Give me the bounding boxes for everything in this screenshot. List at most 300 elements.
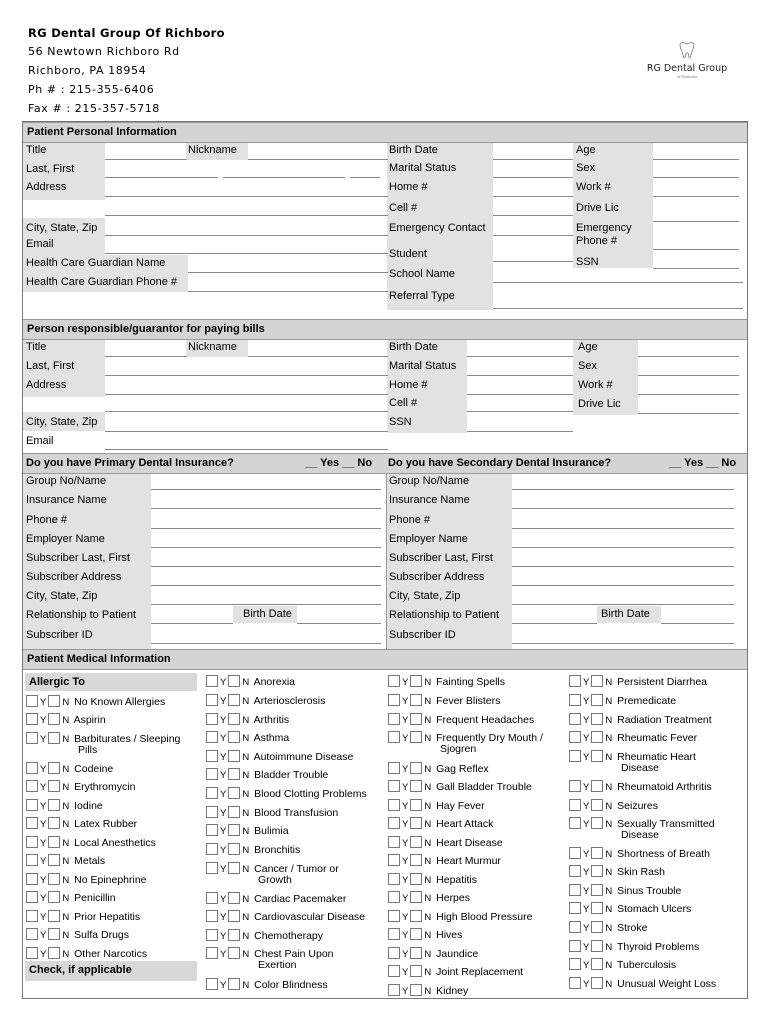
yes-checkbox[interactable]: [206, 713, 218, 725]
no-label: N: [424, 677, 432, 688]
patient-mi-field[interactable]: [350, 177, 380, 178]
yes-checkbox[interactable]: [569, 940, 581, 952]
secondary-insurance-birth-field[interactable]: [661, 623, 734, 624]
condition-b-3: [388, 731, 543, 755]
yes-label: Y: [583, 960, 590, 971]
yes-checkbox[interactable]: [26, 947, 38, 959]
yes-checkbox[interactable]: [388, 928, 400, 940]
no-checkbox[interactable]: [228, 978, 240, 990]
patient-work-field[interactable]: [653, 196, 739, 197]
yes-checkbox[interactable]: [388, 854, 400, 866]
guarantor-birth-field[interactable]: [467, 356, 573, 357]
guarantor-name-field[interactable]: [105, 375, 388, 376]
condition-label: Prior Hepatitis: [74, 911, 141, 923]
guarantor-sex-field[interactable]: [638, 375, 739, 376]
guarantor-age-field[interactable]: [638, 356, 739, 357]
yes-checkbox[interactable]: [206, 947, 218, 959]
primary-insurance-field-2[interactable]: [151, 528, 381, 529]
guarantor-drive-field[interactable]: [638, 413, 739, 414]
condition-b-14: [388, 947, 478, 961]
yes-checkbox[interactable]: [206, 843, 218, 855]
guarantor-ssn-label: SSN: [389, 416, 412, 428]
yes-checkbox[interactable]: [206, 768, 218, 780]
yes-checkbox[interactable]: [206, 862, 218, 874]
allergy-item-0: [26, 695, 165, 709]
yes-checkbox[interactable]: [569, 865, 581, 877]
no-label: N: [62, 764, 70, 775]
yes-checkbox[interactable]: [569, 750, 581, 762]
yes-checkbox[interactable]: [388, 762, 400, 774]
no-checkbox[interactable]: [48, 947, 60, 959]
no-checkbox[interactable]: [591, 799, 603, 811]
patient-email-field[interactable]: [105, 253, 388, 254]
secondary-yes-no[interactable]: __ Yes __ No: [669, 457, 737, 469]
no-checkbox[interactable]: [410, 984, 422, 996]
practice-phone: Ph # : 215-355-6406: [28, 83, 155, 96]
primary-insurance-label-5: Subscriber Address: [26, 571, 122, 583]
yes-checkbox[interactable]: [569, 713, 581, 725]
yes-checkbox[interactable]: [206, 910, 218, 922]
no-checkbox[interactable]: [228, 750, 240, 762]
yes-label: Y: [402, 912, 409, 923]
no-checkbox[interactable]: [591, 750, 603, 762]
condition-label: Cancer / Tumor or: [254, 863, 339, 875]
condition-b-8: [388, 836, 503, 850]
yes-label: Y: [583, 782, 590, 793]
condition-label: Cardiovascular Disease: [254, 911, 366, 923]
yes-checkbox[interactable]: [388, 891, 400, 903]
patient-age-field[interactable]: [653, 159, 739, 160]
condition-label: Metals: [74, 855, 106, 867]
primary-insurance-field-0[interactable]: [151, 489, 381, 490]
yes-checkbox[interactable]: [388, 675, 400, 687]
yes-checkbox[interactable]: [206, 824, 218, 836]
yes-checkbox[interactable]: [26, 799, 38, 811]
no-checkbox[interactable]: [591, 675, 603, 687]
yes-checkbox[interactable]: [26, 817, 38, 829]
yes-checkbox[interactable]: [206, 787, 218, 799]
no-checkbox[interactable]: [228, 947, 240, 959]
yes-checkbox[interactable]: [569, 847, 581, 859]
yes-label: Y: [40, 912, 47, 923]
no-checkbox[interactable]: [591, 817, 603, 829]
condition-c-9: [569, 865, 665, 879]
no-label: N: [605, 677, 613, 688]
condition-label: Cardiac Pacemaker: [254, 893, 347, 905]
secondary-insurance-field-2[interactable]: [512, 528, 734, 529]
yes-label: Y: [583, 819, 590, 830]
no-label: N: [62, 801, 70, 812]
no-checkbox[interactable]: [591, 940, 603, 952]
no-checkbox[interactable]: [591, 884, 603, 896]
patient-sex-field[interactable]: [653, 177, 739, 178]
no-checkbox[interactable]: [591, 865, 603, 877]
no-checkbox[interactable]: [410, 836, 422, 848]
referral-field[interactable]: [493, 308, 743, 309]
no-checkbox[interactable]: [48, 713, 60, 725]
condition-label: High Blood Pressure: [436, 911, 533, 923]
logo-text: RG Dental Group: [646, 63, 728, 74]
no-checkbox[interactable]: [591, 694, 603, 706]
practice-street: 56 Newtown Richboro Rd: [28, 45, 180, 58]
condition-label-continued: Disease: [621, 762, 659, 774]
condition-c-8: [569, 847, 710, 861]
condition-label: Thyroid Problems: [616, 941, 700, 953]
tooth-icon: [676, 40, 698, 62]
yes-checkbox[interactable]: [26, 928, 38, 940]
no-label: N: [242, 770, 250, 781]
no-checkbox[interactable]: [48, 817, 60, 829]
no-label: N: [424, 733, 432, 744]
referral-label: Referral Type: [389, 290, 455, 302]
no-checkbox[interactable]: [228, 843, 240, 855]
condition-label: Stroke: [617, 922, 648, 934]
guarantor-city-field[interactable]: [105, 431, 388, 432]
yes-checkbox[interactable]: [388, 713, 400, 725]
guarantor-nickname-field[interactable]: [248, 356, 388, 357]
condition-b-15: [388, 965, 523, 979]
condition-label: Sexually Transmitted: [617, 818, 715, 830]
patient-ssn-field[interactable]: [653, 268, 739, 269]
primary-insurance-field-4[interactable]: [151, 566, 381, 567]
no-checkbox[interactable]: [228, 892, 240, 904]
yes-checkbox[interactable]: [569, 902, 581, 914]
condition-a-7: [206, 806, 338, 820]
patient-birth-field[interactable]: [493, 159, 573, 160]
guarantor-ssn-field[interactable]: [467, 431, 573, 432]
yes-checkbox[interactable]: [206, 929, 218, 941]
primary-insurance-field-3[interactable]: [151, 547, 381, 548]
no-checkbox[interactable]: [591, 731, 603, 743]
condition-a-10: [206, 862, 339, 886]
no-checkbox[interactable]: [48, 836, 60, 848]
no-label: N: [424, 930, 432, 941]
primary-insurance-birth-field[interactable]: [297, 623, 381, 624]
patient-home-label: Home #: [389, 181, 428, 193]
patient-email-label: Email: [26, 238, 54, 250]
guarantor-name-label: Last, First: [26, 360, 75, 372]
condition-label: Rheumatic Fever: [617, 732, 698, 744]
patient-first-field[interactable]: [223, 177, 345, 178]
primary-insurance-field-1[interactable]: [151, 508, 381, 509]
secondary-insurance-field-5[interactable]: [512, 585, 734, 586]
yes-checkbox[interactable]: [206, 694, 218, 706]
primary-insurance-field-7[interactable]: [151, 623, 233, 624]
no-label: N: [242, 949, 250, 960]
no-checkbox[interactable]: [48, 873, 60, 885]
yes-checkbox[interactable]: [569, 731, 581, 743]
no-label: N: [242, 864, 250, 875]
primary-insurance-field-5[interactable]: [151, 585, 381, 586]
check-if-applicable-heading: Check, if applicable: [25, 961, 197, 981]
condition-b-11: [388, 891, 470, 905]
no-checkbox[interactable]: [410, 928, 422, 940]
no-checkbox[interactable]: [410, 891, 422, 903]
guardian-name-field[interactable]: [188, 272, 388, 273]
no-checkbox[interactable]: [410, 731, 422, 743]
no-checkbox[interactable]: [228, 675, 240, 687]
guarantor-home-field[interactable]: [467, 394, 573, 395]
condition-label: Jaundice: [436, 948, 479, 960]
no-checkbox[interactable]: [410, 713, 422, 725]
no-label: N: [605, 696, 613, 707]
no-checkbox[interactable]: [410, 854, 422, 866]
yes-label: Y: [40, 734, 47, 745]
primary-insurance-label-4: Subscriber Last, First: [26, 552, 130, 564]
yes-checkbox[interactable]: [569, 799, 581, 811]
condition-c-15: [569, 977, 716, 991]
no-checkbox[interactable]: [591, 713, 603, 725]
yes-checkbox[interactable]: [569, 675, 581, 687]
secondary-insurance-field-6[interactable]: [512, 604, 734, 605]
yes-checkbox[interactable]: [26, 873, 38, 885]
guarantor-cell-field[interactable]: [467, 411, 573, 412]
yes-checkbox[interactable]: [206, 750, 218, 762]
condition-label-continued: Growth: [258, 874, 292, 886]
allergy-item-6: [26, 817, 137, 831]
no-checkbox[interactable]: [410, 780, 422, 792]
no-checkbox[interactable]: [591, 902, 603, 914]
secondary-insurance-field-3[interactable]: [512, 547, 734, 548]
yes-checkbox[interactable]: [388, 694, 400, 706]
yes-checkbox[interactable]: [569, 694, 581, 706]
practice-name: RG Dental Group Of Richboro: [28, 26, 225, 40]
guarantor-address-field[interactable]: [105, 394, 388, 395]
primary-insurance-field-8[interactable]: [151, 643, 381, 644]
no-checkbox[interactable]: [228, 713, 240, 725]
yes-checkbox[interactable]: [388, 984, 400, 996]
student-field[interactable]: [493, 261, 573, 262]
yes-label: Y: [40, 715, 47, 726]
emergency-phone-field[interactable]: [653, 249, 739, 250]
condition-label: Frequently Dry Mouth /: [436, 732, 543, 744]
condition-b-10: [388, 873, 477, 887]
no-label: N: [605, 801, 613, 812]
secondary-insurance-field-0[interactable]: [512, 489, 734, 490]
primary-insurance-field-6[interactable]: [151, 604, 381, 605]
guarantor-drive-label: Drive Lic: [578, 398, 621, 410]
no-label: N: [605, 960, 613, 971]
yes-label: Y: [40, 875, 47, 886]
yes-label: Y: [583, 849, 590, 860]
yes-checkbox[interactable]: [26, 836, 38, 848]
condition-c-2: [569, 713, 712, 727]
no-checkbox[interactable]: [228, 731, 240, 743]
yes-checkbox[interactable]: [206, 978, 218, 990]
yes-checkbox[interactable]: [388, 836, 400, 848]
guarantor-address-label: Address: [26, 379, 67, 391]
guarantor-work-field[interactable]: [638, 394, 739, 395]
yes-label: Y: [40, 697, 47, 708]
yes-checkbox[interactable]: [388, 965, 400, 977]
yes-checkbox[interactable]: [206, 731, 218, 743]
yes-label: Y: [402, 949, 409, 960]
yes-label: Y: [402, 819, 409, 830]
yes-label: Y: [402, 856, 409, 867]
yes-checkbox[interactable]: [569, 884, 581, 896]
primary-insurance-label-6: City, State, Zip: [26, 590, 98, 602]
yes-checkbox[interactable]: [388, 817, 400, 829]
condition-label: Joint Replacement: [436, 966, 524, 978]
yes-checkbox[interactable]: [569, 817, 581, 829]
yes-checkbox[interactable]: [569, 780, 581, 792]
no-label: N: [62, 893, 70, 904]
no-checkbox[interactable]: [48, 762, 60, 774]
no-checkbox[interactable]: [228, 768, 240, 780]
no-checkbox[interactable]: [48, 695, 60, 707]
yes-checkbox[interactable]: [206, 806, 218, 818]
patient-cell-field[interactable]: [493, 215, 573, 216]
condition-b-1: [388, 694, 500, 708]
no-label: N: [424, 893, 432, 904]
patient-sex-label: Sex: [576, 162, 595, 174]
yes-checkbox[interactable]: [388, 910, 400, 922]
yes-label: Y: [220, 733, 227, 744]
yes-label: Y: [220, 808, 227, 819]
condition-c-7: [569, 817, 715, 841]
yes-checkbox[interactable]: [388, 731, 400, 743]
no-checkbox[interactable]: [410, 762, 422, 774]
yes-checkbox[interactable]: [388, 947, 400, 959]
no-checkbox[interactable]: [48, 928, 60, 940]
condition-a-8: [206, 824, 289, 838]
no-checkbox[interactable]: [48, 891, 60, 903]
condition-label: Stomach Ulcers: [617, 903, 692, 915]
practice-logo: [632, 40, 742, 79]
guarantor-city-label: City, State, Zip: [26, 416, 98, 428]
yes-label: Y: [40, 782, 47, 793]
no-checkbox[interactable]: [410, 910, 422, 922]
emergency-contact-field[interactable]: [493, 235, 573, 236]
condition-label: Heart Attack: [436, 818, 494, 830]
patient-address-field[interactable]: [105, 196, 388, 197]
secondary-insurance-field-4[interactable]: [512, 566, 734, 567]
no-checkbox[interactable]: [410, 799, 422, 811]
yes-checkbox[interactable]: [26, 695, 38, 707]
yes-label: Y: [220, 789, 227, 800]
guarantor-home-label: Home #: [389, 379, 428, 391]
condition-b-5: [388, 780, 532, 794]
yes-checkbox[interactable]: [569, 958, 581, 970]
condition-c-6: [569, 799, 658, 813]
no-checkbox[interactable]: [48, 799, 60, 811]
no-checkbox[interactable]: [591, 977, 603, 989]
yes-checkbox[interactable]: [26, 891, 38, 903]
primary-insurance-label-8: Subscriber ID: [26, 629, 93, 641]
no-checkbox[interactable]: [228, 824, 240, 836]
no-checkbox[interactable]: [228, 862, 240, 874]
patient-nickname-field[interactable]: [248, 159, 388, 160]
no-checkbox[interactable]: [591, 921, 603, 933]
patient-marital-field[interactable]: [493, 177, 573, 178]
no-checkbox[interactable]: [228, 910, 240, 922]
no-checkbox[interactable]: [48, 780, 60, 792]
no-checkbox[interactable]: [410, 675, 422, 687]
patient-title-field[interactable]: [105, 159, 187, 160]
yes-checkbox[interactable]: [569, 977, 581, 989]
condition-label-continued: Disease: [621, 829, 659, 841]
yes-checkbox[interactable]: [388, 799, 400, 811]
condition-b-13: [388, 928, 462, 942]
no-label: N: [62, 697, 70, 708]
no-checkbox[interactable]: [48, 732, 60, 744]
allergy-item-12: [26, 928, 129, 942]
yes-checkbox[interactable]: [26, 910, 38, 922]
no-checkbox[interactable]: [228, 787, 240, 799]
yes-label: Y: [583, 923, 590, 934]
no-checkbox[interactable]: [591, 847, 603, 859]
yes-checkbox[interactable]: [388, 873, 400, 885]
no-checkbox[interactable]: [410, 694, 422, 706]
no-checkbox[interactable]: [48, 854, 60, 866]
patient-title-label: Title: [26, 144, 47, 156]
patient-drive-field[interactable]: [653, 221, 739, 222]
secondary-insurance-field-1[interactable]: [512, 508, 734, 509]
yes-checkbox[interactable]: [26, 732, 38, 744]
no-checkbox[interactable]: [410, 947, 422, 959]
no-checkbox[interactable]: [228, 929, 240, 941]
primary-yes-no[interactable]: __ Yes __ No: [305, 457, 373, 469]
patient-home-field[interactable]: [493, 196, 573, 197]
yes-label: Y: [220, 931, 227, 942]
condition-label: Bladder Trouble: [254, 769, 329, 781]
yes-checkbox[interactable]: [569, 921, 581, 933]
no-checkbox[interactable]: [228, 806, 240, 818]
yes-label: Y: [220, 752, 227, 763]
no-checkbox[interactable]: [410, 965, 422, 977]
no-checkbox[interactable]: [48, 910, 60, 922]
yes-label: Y: [220, 912, 227, 923]
patient-marital-label: Marital Status: [389, 162, 457, 174]
no-checkbox[interactable]: [591, 958, 603, 970]
yes-checkbox[interactable]: [26, 854, 38, 866]
guarantor-title-field[interactable]: [105, 356, 187, 357]
guardian-phone-field[interactable]: [188, 291, 388, 292]
guarantor-email-field[interactable]: [105, 449, 388, 450]
yes-checkbox[interactable]: [206, 675, 218, 687]
patient-city-label: City, State, Zip: [26, 222, 98, 234]
condition-label: Rheumatoid Arthritis: [617, 781, 712, 793]
patient-address2-field[interactable]: [105, 215, 388, 216]
patient-last-field[interactable]: [105, 177, 218, 178]
yes-label: Y: [220, 845, 227, 856]
guarantor-marital-field[interactable]: [467, 375, 573, 376]
patient-city-field[interactable]: [105, 235, 388, 236]
condition-label: Asthma: [253, 732, 290, 744]
yes-checkbox[interactable]: [26, 780, 38, 792]
condition-label: Arteriosclerosis: [253, 695, 326, 707]
yes-checkbox[interactable]: [388, 780, 400, 792]
no-checkbox[interactable]: [410, 873, 422, 885]
patient-birth-label: Birth Date: [389, 144, 438, 156]
guarantor-address2-field[interactable]: [105, 411, 388, 412]
no-checkbox[interactable]: [410, 817, 422, 829]
patient-ssn-label: SSN: [576, 256, 599, 268]
yes-checkbox[interactable]: [26, 713, 38, 725]
practice-city: Richboro, PA 18954: [28, 64, 147, 77]
no-label: N: [605, 819, 613, 830]
yes-checkbox[interactable]: [26, 762, 38, 774]
yes-checkbox[interactable]: [206, 892, 218, 904]
condition-label: Rheumatic Heart: [617, 751, 696, 763]
condition-label: No Known Allergies: [74, 696, 166, 708]
no-checkbox[interactable]: [228, 694, 240, 706]
secondary-insurance-field-7[interactable]: [512, 623, 597, 624]
secondary-insurance-field-8[interactable]: [512, 643, 734, 644]
school-field[interactable]: [493, 282, 743, 283]
condition-b-16: [388, 984, 468, 998]
no-checkbox[interactable]: [591, 780, 603, 792]
